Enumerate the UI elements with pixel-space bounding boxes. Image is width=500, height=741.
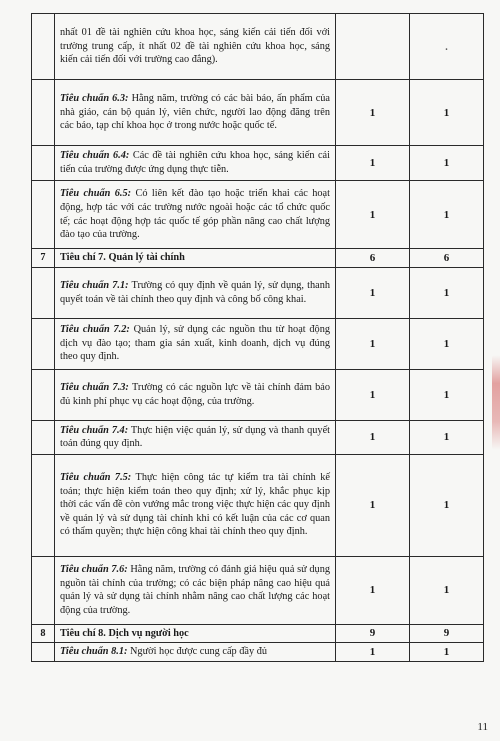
standard-text: Thực hiện việc quản lý, sử dụng và thanh quyết toán đúng quy định.	[60, 424, 330, 450]
row-number-cell	[32, 454, 55, 556]
score-achieved-cell: 1	[410, 80, 484, 146]
criteria-table	[31, 13, 484, 662]
score-achieved-cell: 9	[410, 624, 484, 643]
standard-row	[32, 181, 484, 249]
score-achieved-cell: 1	[410, 146, 484, 181]
description-cell	[55, 556, 336, 624]
row-number-cell	[32, 318, 55, 369]
criterion-title: Tiêu chí 8. Dịch vụ người học	[60, 627, 189, 639]
standard-label: Tiêu chuẩn 6.5:	[60, 188, 132, 200]
score-required-cell: 1	[336, 369, 410, 420]
standard-label: Tiêu chuẩn 7.3:	[60, 382, 129, 393]
description-cell	[55, 146, 336, 181]
standard-label: Tiêu chuẩn 8.1:	[60, 646, 128, 658]
score-achieved-cell: 1	[410, 267, 484, 318]
standard-row	[32, 267, 484, 318]
standard-label: Tiêu chuẩn 6.3:	[60, 93, 129, 105]
standard-label: Tiêu chuẩn 7.6:	[60, 563, 128, 575]
row-number-cell	[32, 267, 55, 318]
score-achieved-cell: 1	[410, 556, 484, 624]
score-required-cell: 1	[336, 556, 410, 624]
score-required-cell: 1	[336, 643, 410, 662]
criterion-title: Tiêu chí 7. Quản lý tài chính	[60, 252, 185, 263]
score-achieved-cell	[410, 14, 484, 80]
standard-row	[32, 420, 484, 454]
score-required-cell: 1	[336, 80, 410, 146]
score-achieved-cell: 1	[410, 454, 484, 556]
standard-text: Thực hiện công tác tự kiểm tra tài chính kế toán; thực hiện kiểm toán theo quy định; xử lý, khắc phục kịp thời các vấn đề còn vướng mắc trong việc thực hiện các quy định về quản lý và sử dụng tài chính khi có kết luận của các cơ quan có thẩm quyền; thực hiện công khai tài chính theo quy định.	[60, 472, 330, 538]
row-number-cell: 7	[32, 249, 55, 268]
description-cell	[55, 369, 336, 420]
description-cell	[55, 267, 336, 318]
description-cell	[55, 80, 336, 146]
description-cell	[55, 420, 336, 454]
row-number-cell: 8	[32, 624, 55, 643]
standard-row	[32, 643, 484, 662]
row-number-cell	[32, 420, 55, 454]
description-cell	[55, 454, 336, 556]
score-required-cell: 1	[336, 181, 410, 249]
stamp-fragment	[492, 355, 500, 450]
description-cell	[55, 14, 336, 80]
row-number-cell	[32, 556, 55, 624]
score-required-cell: 1	[336, 420, 410, 454]
standard-text: Có liên kết đào tạo hoặc triển khai các hoạt động, hợp tác với các trường nước ngoài hoặc các tổ chức quốc tế; các hoạt động hợp tác quốc tế góp phần nâng cao chất lượng đào tạo của trường.	[60, 188, 330, 241]
standard-label: Tiêu chuẩn 7.5:	[60, 472, 132, 484]
criterion-row	[32, 624, 484, 643]
score-achieved-cell: 1	[410, 318, 484, 369]
standard-text: Hằng năm, trường có đánh giá hiệu quả sử dụng nguồn tài chính của trường; có các biện pháp nâng cao hiệu quả quản lý và sử dụng tài chính nhằm nâng cao chất lượng các hoạt động của trường.	[60, 563, 330, 616]
standard-row	[32, 318, 484, 369]
score-required-cell: 6	[336, 249, 410, 268]
score-required-cell: 9	[336, 624, 410, 643]
standard-label: Tiêu chuẩn 7.4:	[60, 424, 129, 436]
standard-text: Hằng năm, trường có các bài báo, ấn phẩm của nhà giáo, cán bộ quản lý, viên chức, người lao động đăng trên các báo, tạp chí khoa học ở trong nước hoặc quốc tế.	[60, 93, 330, 132]
row-number-cell	[32, 14, 55, 80]
row-number-cell	[32, 643, 55, 662]
description-cell	[55, 624, 336, 643]
score-achieved-cell: 6	[410, 249, 484, 268]
description-cell	[55, 181, 336, 249]
standard-text: Trường có các nguồn lực về tài chính đảm bảo đủ kinh phí phục vụ các hoạt động, của trường.	[60, 382, 330, 407]
row-number-cell	[32, 80, 55, 146]
criteria-table-body	[32, 14, 484, 662]
score-required-cell: 1	[336, 454, 410, 556]
score-achieved-cell: 1	[410, 369, 484, 420]
standard-label: Tiêu chuẩn 7.1:	[60, 280, 129, 291]
standard-row	[32, 556, 484, 624]
standard-text: Trường có quy định về quản lý, sử dụng, thanh quyết toán về tài chính theo quy định và công bố công khai.	[60, 280, 331, 305]
standard-row	[32, 369, 484, 420]
score-required-cell: 1	[336, 146, 410, 181]
page-number: 11	[477, 721, 488, 733]
score-achieved-cell: 1	[410, 420, 484, 454]
description-cell	[55, 318, 336, 369]
standard-label: Tiêu chuẩn 6.4:	[60, 150, 130, 162]
row-number-cell	[32, 181, 55, 249]
standard-row	[32, 80, 484, 146]
row-number-cell	[32, 146, 55, 181]
criterion-row	[32, 249, 484, 268]
score-required-cell	[336, 14, 410, 80]
standard-text: Các đề tài nghiên cứu khoa học, sáng kiến cải tiến của trường được ứng dụng thực tiễn.	[60, 150, 330, 175]
standard-row	[32, 14, 484, 80]
standard-row	[32, 146, 484, 181]
score-achieved-cell: 1	[410, 181, 484, 249]
description-cell	[55, 249, 336, 268]
standard-label: Tiêu chuẩn 7.2:	[60, 324, 130, 336]
row-number-cell	[32, 369, 55, 420]
standard-text: Quản lý, sử dụng các nguồn thu từ hoạt động dịch vụ đào tạo; tham gia sản xuất, kinh doanh, dịch vụ đúng theo quy định.	[60, 324, 330, 363]
score-achieved-cell: 1	[410, 643, 484, 662]
standard-row	[32, 454, 484, 556]
score-required-cell: 1	[336, 267, 410, 318]
continued-text: nhất 01 đề tài nghiên cứu khoa học, sáng kiến cải tiến đối với trường trung cấp, ít nhất 02 đề tài nghiên cứu khoa học, sáng kiến cải tiến đối với trường cao đẳng).	[60, 27, 330, 66]
stray-mark: .	[445, 41, 448, 53]
score-required-cell: 1	[336, 318, 410, 369]
standard-text: Người học được cung cấp đầy đủ	[127, 646, 267, 658]
description-cell	[55, 643, 336, 662]
